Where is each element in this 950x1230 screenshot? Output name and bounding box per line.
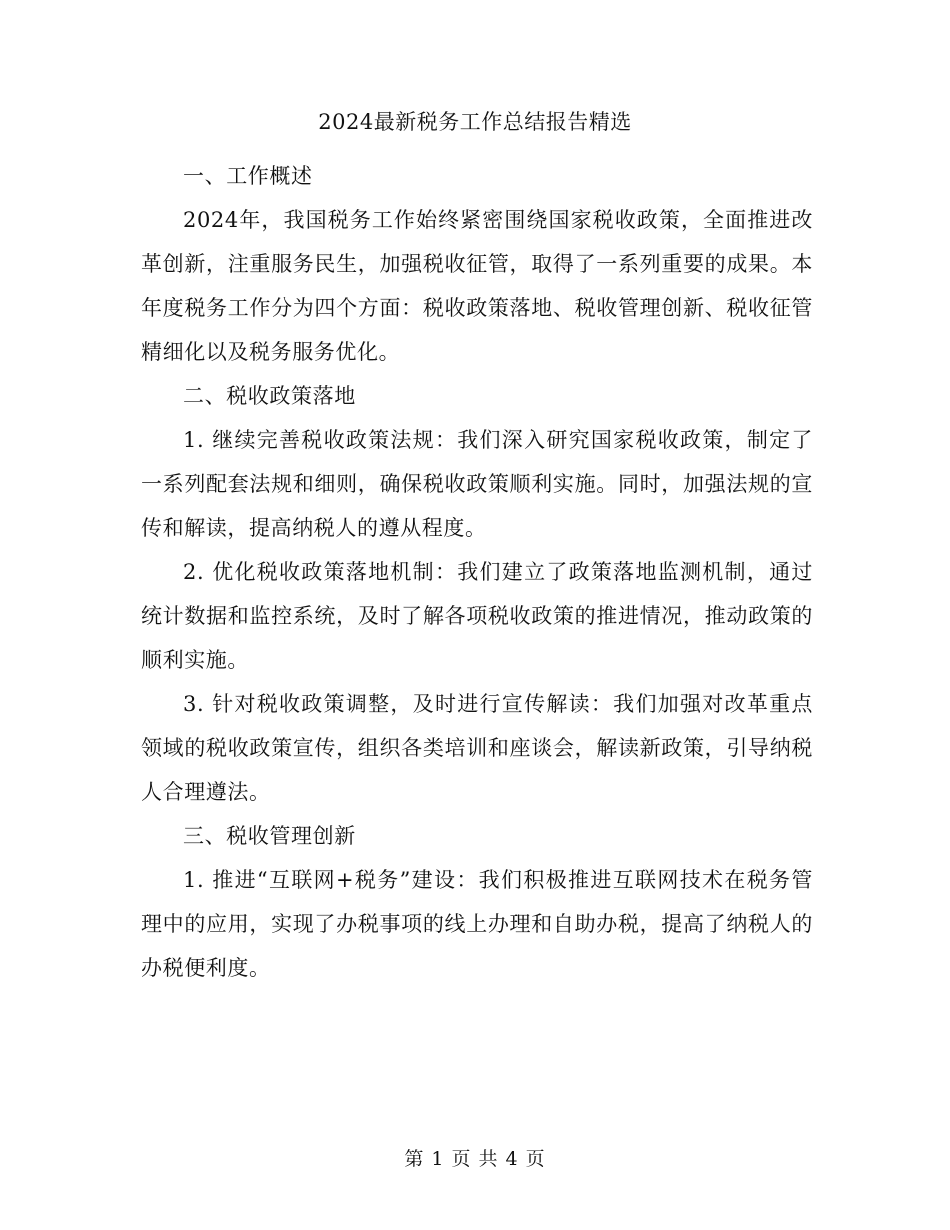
document-title: 2024最新税务工作总结报告精选 xyxy=(318,110,632,134)
paragraph-policy-1: 1. 继续完善税收政策法规：我们深入研究国家税收政策，制定了一系列配套法规和细则，确保税收政策顺利实施。同时，加强法规的宣传和解读，提高纳税人的遵从程度。 xyxy=(141,428,813,540)
paragraph-policy-3: 3. 针对税收政策调整，及时进行宣传解读：我们加强对改革重点领域的税收政策宣传，组织各类培训和座谈会，解读新政策，引导纳税人合理遵法。 xyxy=(141,692,813,804)
paragraph-policy-2: 2. 优化税收政策落地机制：我们建立了政策落地监测机制，通过统计数据和监控系统，及时了解各项税收政策的推进情况，推动政策的顺利实施。 xyxy=(141,560,813,672)
document-body xyxy=(141,154,813,990)
section-heading-innovation: 三、税收管理创新 xyxy=(183,824,356,848)
section-heading-overview: 一、工作概述 xyxy=(183,164,313,188)
section-heading-policy: 二、税收政策落地 xyxy=(183,384,356,408)
paragraph-innovation-1: 1. 推进“互联网+税务”建设：我们积极推进互联网技术在税务管理中的应用，实现了办税事项的线上办理和自助办税，提高了纳税人的办税便利度。 xyxy=(141,868,813,980)
page-number-footer: 第 1 页 共 4 页 xyxy=(404,1148,546,1170)
paragraph-overview: 2024年，我国税务工作始终紧密围绕国家税收政策，全面推进改革创新，注重服务民生，加强税收征管，取得了一系列重要的成果。本年度税务工作分为四个方面：税收政策落地、税收管理创新、税收征管精细化以及税务服务优化。 xyxy=(141,208,813,364)
